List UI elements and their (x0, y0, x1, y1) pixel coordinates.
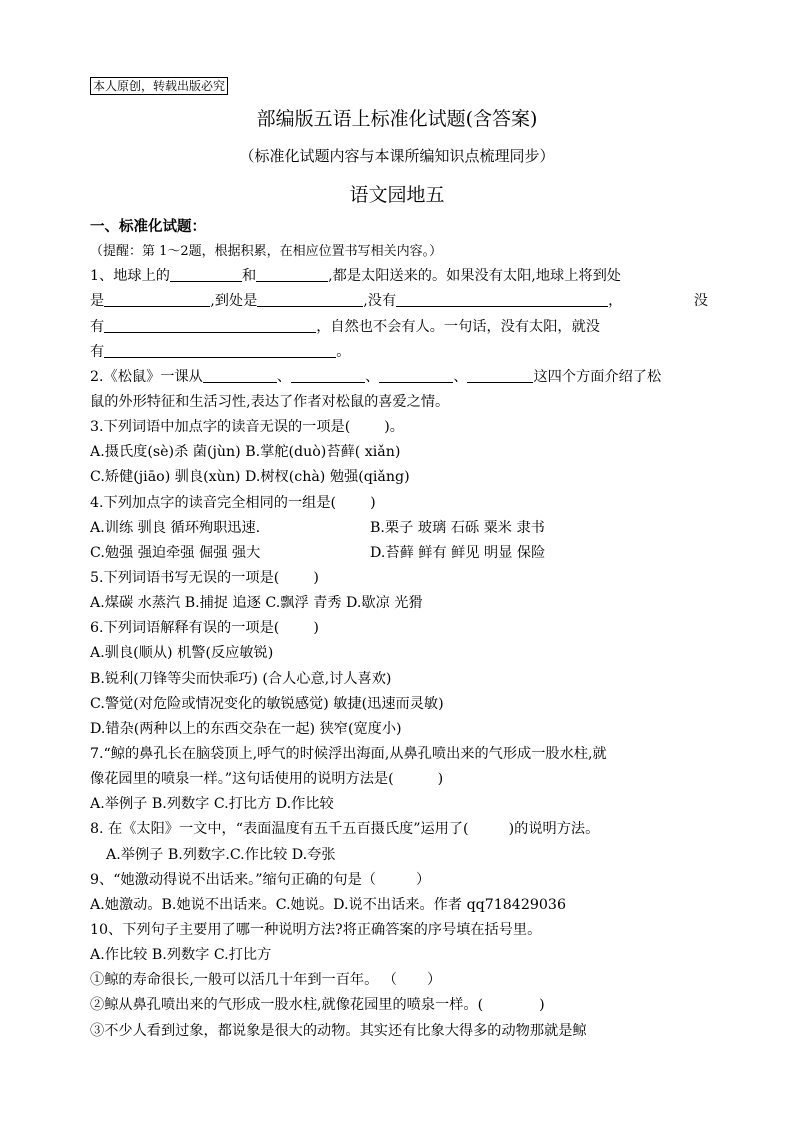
q10-options: A.作比较 B.列数字 C.打比方 (90, 947, 272, 964)
section-heading: 一、标准化试题： (90, 218, 206, 235)
q5-options: A.煤碳 水蒸汽 B.捕捉 追逐 C.飘浮 青秀 D.歇凉 光猾 (90, 595, 423, 612)
q4-option-b: B.栗子 玻璃 石砾 粟米 隶书 (370, 519, 545, 536)
q3-stem-end: )。 (384, 419, 404, 436)
q10-stem: 10、下列句子主要用了哪一种说明方法?将正确答案的序号填在括号里。 (90, 921, 542, 938)
q8-stem (90, 817, 710, 842)
q5-stem-text: 5.下列词语书写无误的一项是( (90, 569, 280, 586)
answer-blank[interactable] (203, 367, 277, 383)
q1-text-1: 1、地球上的 (90, 268, 170, 285)
q3-options-1: A.摄氏度(sè)杀 菌(jùn) B.掌舵(duò)苔藓( xiǎn) (90, 444, 401, 461)
q6-stem-text: 6.下列词语解释有误的一项是( (90, 620, 280, 637)
answer-blank[interactable] (104, 342, 336, 358)
q1-line2 (90, 289, 708, 314)
q9-stem-end: ） (416, 871, 431, 888)
q1-text-l3b: ，自然也不会有人。一句话，没有太阳，就没 (316, 318, 600, 335)
q4-option-d: D.苔藓 鲜有 鲜见 明显 保险 (370, 544, 546, 561)
q1-text-2: 和 (241, 268, 257, 285)
q4-option-c: C.勉强 强迫牵强 倔强 强大 (90, 544, 261, 561)
q6-option-a: A.驯良(顺从) 机警(反应敏锐) (90, 645, 274, 662)
q4-option-a: A.训练 驯良 循环殉职迅速. (90, 519, 261, 536)
answer-blank[interactable] (257, 291, 363, 307)
q8-stem-end: )的说明方法。 (508, 821, 600, 838)
q4-options-2 (90, 541, 710, 566)
q3-stem (90, 415, 710, 440)
q2-separator: 、 (453, 368, 468, 385)
q1-text-l4b: 。 (336, 343, 351, 360)
q2-line2: 鼠的外形特征和生活习性,表达了作者对松鼠的喜爱之情。 (90, 393, 450, 410)
q10-sentence-3: ③不少人看到过象，都说象是很大的动物。其实还有比象大得多的动物那就是鲸 (90, 1022, 587, 1039)
q3-stem-text: 3.下列词语中加点字的读音无误的一项是( (90, 419, 351, 436)
page-subtitle: （标准化试题内容与本课所编知识点梳理同步） (239, 147, 555, 165)
q4-stem-text: 4.下列加点字的读音完全相同的一组是( (90, 494, 337, 511)
q5-stem-end: ) (313, 569, 319, 586)
q3-options-2: C.矫健(jiāo) 驯良(xùn) D.树杈(chà) 勉强(qiǎng) (90, 469, 410, 486)
q1-line3 (90, 315, 710, 340)
q10-sentence-1 (90, 968, 710, 993)
answer-blank[interactable] (467, 367, 533, 383)
q6-stem-end: ) (313, 620, 319, 637)
q1-text-l2a: 是 (90, 293, 105, 310)
q6-option-c: C.警觉(对危险或情况变化的敏锐感觉) 敏捷(迅速而灵敏) (90, 695, 444, 712)
q9-stem-text: 9、“她激动得说不出话来。”缩句正确的句是（ (90, 871, 376, 888)
q4-options-1 (90, 516, 710, 541)
q6-option-b: B.锐利(刀锋等尖而快乖巧) (合人心意,讨人喜欢) (90, 670, 392, 687)
section-hint: （提醒：第 1～2题，根据积累，在相应位置书写相关内容。） (90, 244, 443, 260)
q10-s1-text: ①鲸的寿命很长,一般可以活几十年到一百年。 （ (90, 972, 397, 989)
question-body (90, 214, 710, 1044)
page-title: 部编版五语上标准化试题(含答案) (256, 108, 538, 130)
q1-line1 (90, 264, 710, 289)
q8-options: A.举例子 B.列数字.C.作比较 D.夸张 (106, 846, 336, 863)
q1-text-3: ,都是太阳送来的。如果没有太阳,地球上将到处 (328, 268, 621, 285)
q9-stem (90, 868, 710, 893)
q7-line1: 7.“鲸的鼻孔长在脑袋顶上,呼气的时候浮出海面,从鼻孔喷出来的气形成一股水柱,就 (90, 745, 607, 762)
q7-line2 (90, 767, 710, 792)
q2-separator: 、 (276, 368, 292, 385)
q5-stem (90, 566, 710, 591)
answer-blank[interactable] (379, 367, 453, 383)
answer-blank[interactable] (396, 291, 608, 307)
q1-text-l2c: ,没有 (363, 293, 397, 310)
q7-line2-end: ) (437, 771, 444, 788)
q10-s1-end: ） (426, 972, 442, 989)
q9-options: A.她激动。B.她说不出话来。C.她说。D.说不出话来。作者 qq718429036 (90, 896, 566, 913)
q1-text-l2b: ,到处是 (210, 293, 258, 310)
answer-blank[interactable] (104, 291, 210, 307)
q2-separator: 、 (365, 368, 380, 385)
answer-blank[interactable] (170, 266, 242, 282)
q4-stem (90, 491, 710, 516)
q1-text-l2d: ， (608, 293, 623, 310)
q8-stem-text: 8. 在《太阳》一文中，“表面温度有五千五百摄氏度”运用了( (90, 821, 469, 838)
q1-text-l4a: 有 (90, 343, 105, 360)
q6-option-d: D.错杂(两种以上的东西交杂在一起) 狭窄(宽度小) (90, 720, 402, 737)
q2-line1 (90, 365, 710, 390)
answer-blank[interactable] (256, 266, 328, 282)
q2-text-1: 2.《松鼠》一课从 (90, 368, 203, 385)
q1-line4 (90, 340, 710, 365)
copyright-stamp: 本人原创，转载出版必究 (90, 77, 228, 95)
q1-text-l3a: 有 (90, 318, 105, 335)
q10-sentence-2 (90, 993, 710, 1018)
q2-text-2: 这四个方面介绍了松 (533, 368, 662, 385)
q10-s2-text: ②鲸从鼻孔喷出来的气形成一股水柱,就像花园里的喷泉一样。( (90, 997, 484, 1014)
section-title: 语文园地五 (349, 184, 445, 206)
q1-text-l2e: 没 (693, 293, 708, 310)
q6-stem (90, 616, 710, 641)
q4-stem-end: ) (370, 494, 376, 511)
answer-blank[interactable] (104, 317, 316, 333)
q7-line2-text: 像花园里的喷泉一样。”这句话使用的说明方法是( (90, 771, 394, 788)
q10-s2-end: ) (539, 997, 545, 1014)
q7-options: A.举例子 B.列数字 C.打比方 D.作比较 (90, 796, 334, 813)
answer-blank[interactable] (291, 367, 365, 383)
